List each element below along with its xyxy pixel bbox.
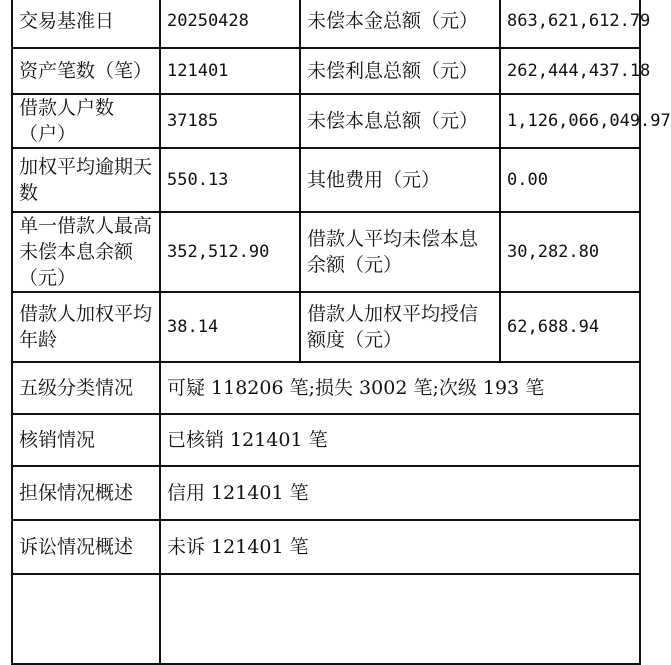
table-row [12, 94, 640, 148]
merged-value-cell: 未诉 121401 笔 [160, 520, 640, 574]
label-cell: 五级分类情况 [12, 362, 160, 414]
label-cell: 借款人平均未偿本息余额（元） [300, 212, 500, 292]
value-cell: 550.13 [160, 148, 300, 212]
label-cell: 加权平均逾期天数 [12, 148, 160, 212]
table-row [12, 414, 640, 466]
label-cell: 未偿本金总额（元） [300, 0, 500, 48]
value-cell: 37185 [160, 94, 300, 148]
merged-value-cell: 可疑 118206 笔;损失 3002 笔;次级 193 笔 [160, 362, 640, 414]
empty-value-cell [160, 574, 640, 664]
label-cell: 核销情况 [12, 414, 160, 466]
empty-label-cell [12, 574, 160, 664]
label-cell: 未偿本息总额（元） [300, 94, 500, 148]
table-row [12, 292, 640, 362]
value-cell: 62,688.94 [500, 292, 640, 362]
value-cell: 262,444,437.18 [500, 48, 640, 94]
value-cell: 352,512.90 [160, 212, 300, 292]
label-cell: 未偿利息总额（元） [300, 48, 500, 94]
label-cell: 交易基准日 [12, 0, 160, 48]
value-cell: 1,126,066,049.97 [500, 94, 640, 148]
label-cell: 借款人加权平均年龄 [12, 292, 160, 362]
table-row [12, 0, 640, 48]
table-row [12, 466, 640, 520]
label-cell: 担保情况概述 [12, 466, 160, 520]
table-row [12, 574, 640, 664]
value-cell: 30,282.80 [500, 212, 640, 292]
asset-summary-table [11, 0, 671, 665]
label-cell: 借款人户数（户） [12, 94, 160, 148]
table-row [12, 48, 640, 94]
table-row [12, 362, 640, 414]
label-cell: 资产笔数（笔） [12, 48, 160, 94]
value-cell: 0.00 [500, 148, 640, 212]
table-row [12, 148, 640, 212]
table-row [12, 212, 640, 292]
table-row [12, 520, 640, 574]
label-cell: 单一借款人最高未偿本息余额（元） [12, 212, 160, 292]
label-cell: 借款人加权平均授信额度（元） [300, 292, 500, 362]
merged-value-cell: 已核销 121401 笔 [160, 414, 640, 466]
value-cell: 863,621,612.79 [500, 0, 640, 48]
label-cell: 其他费用（元） [300, 148, 500, 212]
value-cell: 20250428 [160, 0, 300, 48]
value-cell: 38.14 [160, 292, 300, 362]
label-cell: 诉讼情况概述 [12, 520, 160, 574]
value-cell: 121401 [160, 48, 300, 94]
merged-value-cell: 信用 121401 笔 [160, 466, 640, 520]
